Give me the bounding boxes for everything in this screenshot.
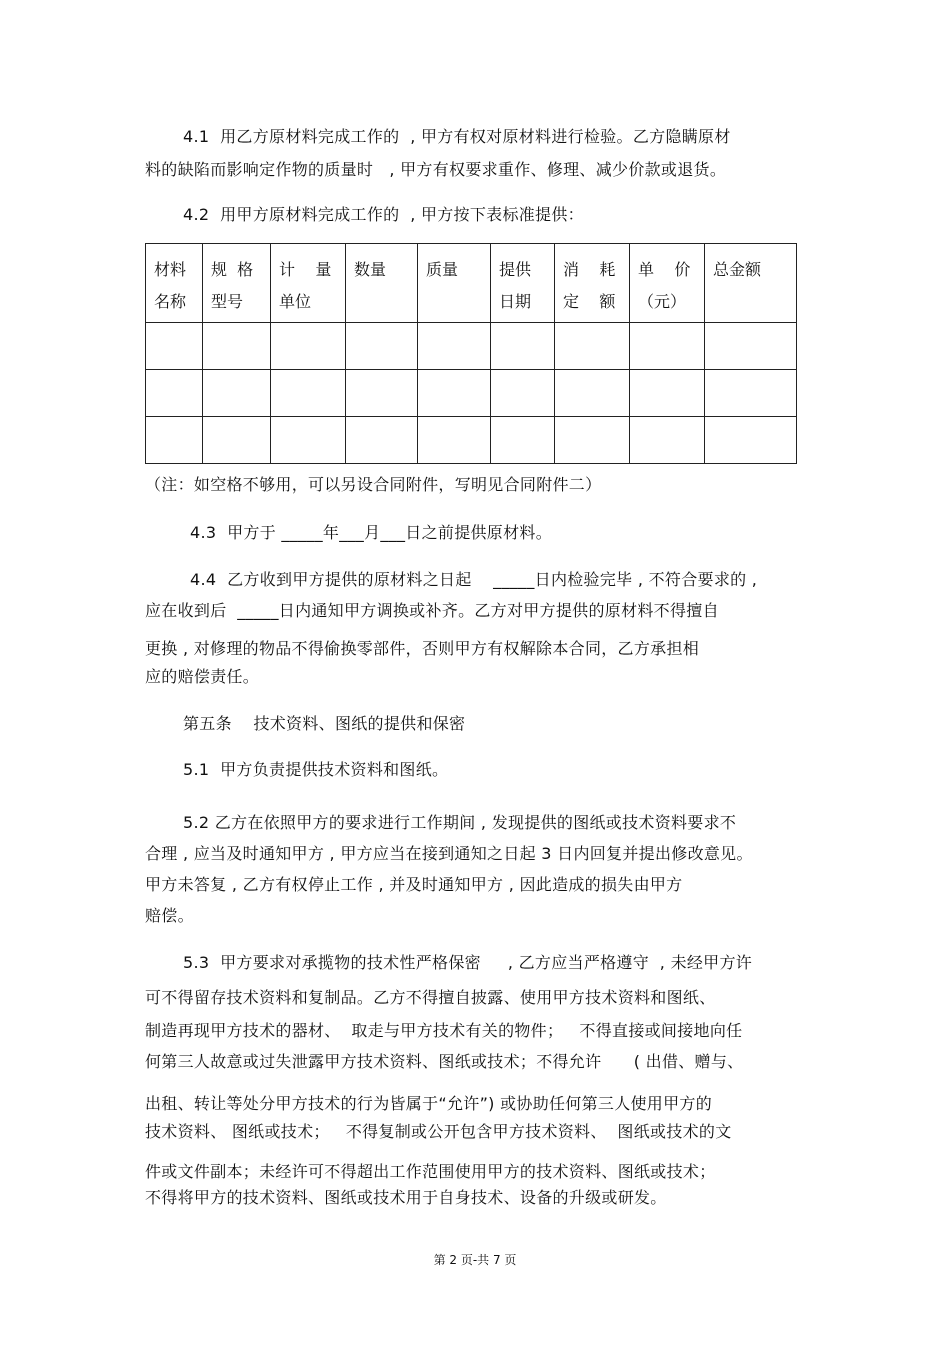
table-cell[interactable] [630, 417, 705, 464]
table-cell[interactable] [271, 370, 346, 417]
table-cell[interactable] [418, 323, 491, 370]
paragraph-4-4-line-3: 更换 , 对修理的物品不得偷换零部件，否则甲方有权解除本合同，乙方承担相 [145, 639, 700, 658]
paragraph-5-3-line-5: 出租、转让等处分甲方技术的行为皆属于“允许”) 或协助任何第三人使用甲方的 [145, 1094, 713, 1113]
header-specification: 规 格 型号 [203, 244, 271, 323]
table-row [146, 417, 797, 464]
paragraph-4-3: 4.3 甲方于 _____年___月___日之前提供原材料。 [190, 523, 553, 542]
table-cell[interactable] [491, 323, 555, 370]
table-cell[interactable] [555, 370, 630, 417]
paragraph-5-2-line-1: 5.2 乙方在依照甲方的要求进行工作期间 , 发现提供的图纸或技术资料要求不 [183, 813, 737, 832]
table-cell[interactable] [271, 323, 346, 370]
table-cell[interactable] [203, 417, 271, 464]
table-note: （注：如空格不够用，可以另设合同附件，写明见合同附件二） [145, 475, 602, 494]
table-cell[interactable] [418, 370, 491, 417]
table-cell[interactable] [203, 323, 271, 370]
paragraph-5-3-line-2: 可不得留存技术资料和复制品。乙方不得擅自披露、使用甲方技术资料和图纸、 [145, 988, 716, 1007]
table-row [146, 370, 797, 417]
table-cell[interactable] [705, 417, 797, 464]
table-header-row [146, 244, 797, 323]
paragraph-4-4-line-1: 4.4 乙方收到甲方提供的原材料之日起 _____日内检验完毕 , 不符合要求的 , [190, 570, 758, 589]
materials-table [145, 243, 797, 464]
paragraph-5-3-line-4: 何第三人故意或过失泄露甲方技术资料、图纸或技术；不得允许 ( 出借、赠与、 [145, 1052, 744, 1071]
page-footer: 第 2 页-共 7 页 [433, 1253, 517, 1267]
header-supply-date: 提供 日期 [491, 244, 555, 323]
table-row [146, 323, 797, 370]
header-quality: 质量 [418, 244, 491, 323]
header-unit: 计 量 单位 [271, 244, 346, 323]
header-unit-price: 单 价 （元） [630, 244, 705, 323]
table-cell[interactable] [346, 370, 418, 417]
paragraph-5-3-line-8: 不得将甲方的技术资料、图纸或技术用于自身技术、设备的升级或研发。 [145, 1188, 667, 1207]
paragraph-5-1: 5.1 甲方负责提供技术资料和图纸。 [183, 760, 449, 779]
paragraph-5-3-line-1: 5.3 甲方要求对承揽物的技术性严格保密 , 乙方应当严格遵守 , 未经甲方许 [183, 953, 753, 972]
table-cell[interactable] [491, 417, 555, 464]
table-cell[interactable] [630, 370, 705, 417]
table-cell[interactable] [555, 417, 630, 464]
paragraph-4-2: 4.2 用甲方原材料完成工作的 , 甲方按下表标准提供： [183, 205, 584, 224]
header-quantity: 数量 [346, 244, 418, 323]
paragraph-4-1-line-1: 4.1 用乙方原材料完成工作的 , 甲方有权对原材料进行检验。乙方隐瞒原材 [183, 127, 731, 146]
table-cell[interactable] [346, 323, 418, 370]
paragraph-4-1-line-2: 料的缺陷而影响定作物的质量时 , 甲方有权要求重作、修理、减少价款或退货。 [145, 160, 727, 179]
header-total-amount: 总金额 [705, 244, 797, 323]
header-material-name: 材料 名称 [146, 244, 203, 323]
table-cell[interactable] [146, 370, 203, 417]
paragraph-5-2-line-4: 赔偿。 [145, 906, 194, 925]
section-5-heading: 第五条 技术资料、图纸的提供和保密 [183, 714, 466, 733]
table-cell[interactable] [630, 323, 705, 370]
paragraph-5-3-line-3: 制造再现甲方技术的器材、 取走与甲方技术有关的物件； 不得直接或间接地向任 [145, 1021, 743, 1040]
table-cell[interactable] [346, 417, 418, 464]
paragraph-5-3-line-7: 件或文件副本；未经许可不得超出工作范围使用甲方的技术资料、图纸或技术； [145, 1162, 716, 1181]
table-cell[interactable] [705, 370, 797, 417]
table-cell[interactable] [555, 323, 630, 370]
table-cell[interactable] [271, 417, 346, 464]
table-cell[interactable] [418, 417, 491, 464]
paragraph-4-4-line-4: 应的赔偿责任。 [145, 667, 260, 686]
paragraph-5-3-line-6: 技术资料、 图纸或技术； 不得复制或公开包含甲方技术资料、 图纸或技术的文 [145, 1122, 732, 1141]
paragraph-5-2-line-3: 甲方未答复 , 乙方有权停止工作 , 并及时通知甲方 , 因此造成的损失由甲方 [145, 875, 683, 894]
table-cell[interactable] [491, 370, 555, 417]
paragraph-4-4-line-2: 应在收到后 _____日内通知甲方调换或补齐。乙方对甲方提供的原材料不得擅自 [145, 601, 719, 620]
table-cell[interactable] [203, 370, 271, 417]
header-consumption-quota: 消 耗 定 额 [555, 244, 630, 323]
paragraph-5-2-line-2: 合理 , 应当及时通知甲方 , 甲方应当在接到通知之日起 3 日内回复并提出修改意见。 [145, 844, 753, 863]
table-cell[interactable] [146, 323, 203, 370]
table-cell[interactable] [146, 417, 203, 464]
table-cell[interactable] [705, 323, 797, 370]
